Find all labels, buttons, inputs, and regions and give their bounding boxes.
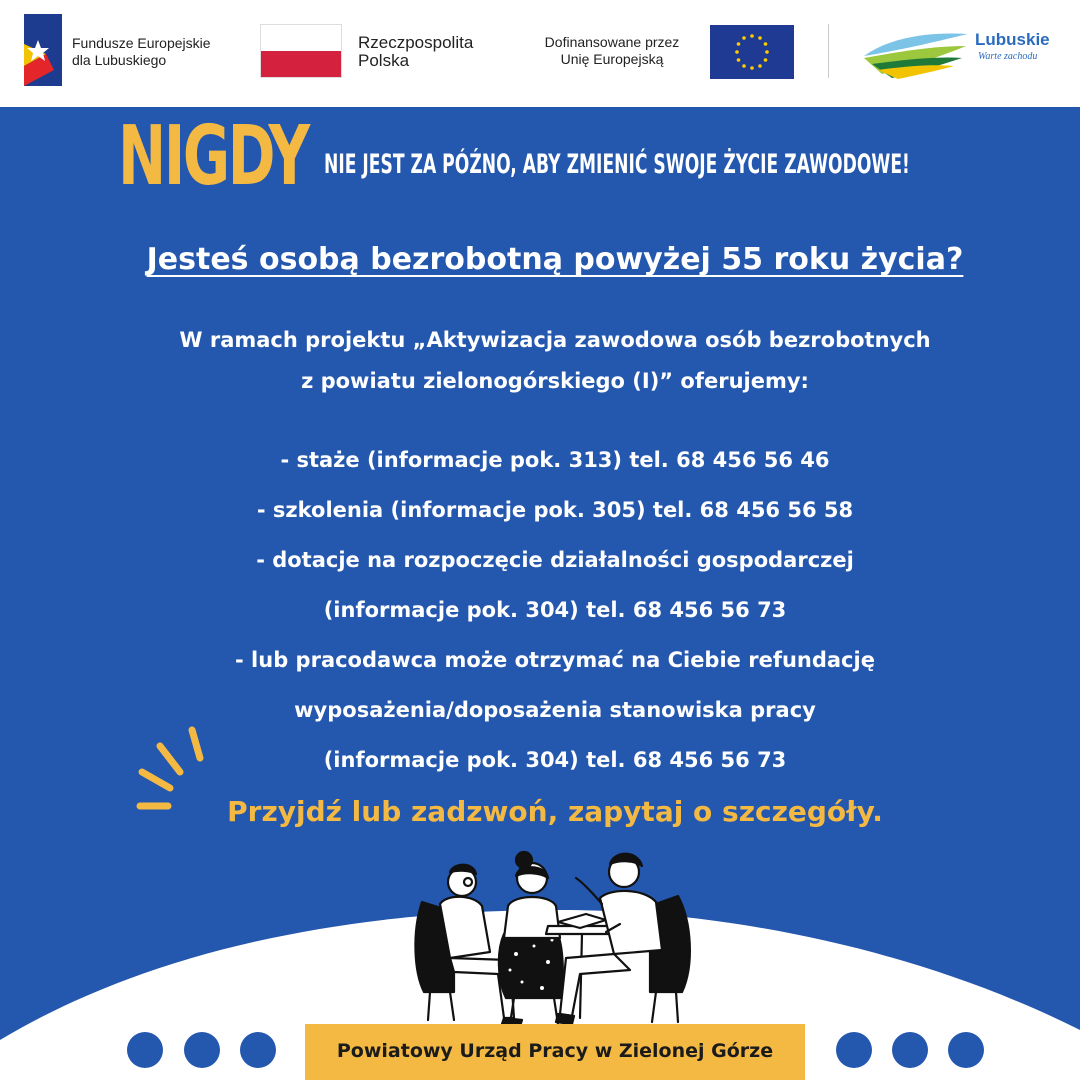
question-heading: Jesteś osobą bezrobotną powyżej 55 roku życia? bbox=[146, 242, 964, 277]
header-divider bbox=[828, 24, 829, 78]
decorative-dot bbox=[948, 1032, 984, 1068]
offer-line: - dotacje na rozpoczęcie działalności gospodarczej bbox=[256, 548, 854, 572]
fe-logo-line: Fundusze Europejskie bbox=[72, 35, 211, 51]
headline-rest: NIE JEST ZA PÓŹNO, ABY ZMIENIĆ SWOJE ŻYCIE ZAWODOWE! bbox=[324, 149, 910, 180]
rp-logo-text bbox=[358, 34, 473, 70]
offer-line: (informacje pok. 304) tel. 68 456 56 73 bbox=[323, 598, 787, 622]
rp-logo-line: Polska bbox=[358, 51, 410, 70]
headline-nigdy: NIGDY bbox=[118, 109, 308, 204]
offer-line: wyposażenia/doposażenia stanowiska pracy bbox=[294, 698, 816, 722]
call-to-action: Przyjdź lub zadzwoń, zapytaj o szczegóły. bbox=[227, 795, 883, 828]
footer-office-name: Powiatowy Urząd Pracy w Zielonej Górze bbox=[305, 1024, 805, 1080]
lubuskie-logo-icon bbox=[862, 26, 972, 80]
fundusze-europejskie-logo-icon bbox=[24, 14, 62, 86]
lubuskie-name: Lubuskie bbox=[975, 30, 1050, 49]
decorative-dot bbox=[240, 1032, 276, 1068]
lubuskie-tagline: Warte zachodu bbox=[978, 51, 1038, 62]
intro-line: z powiatu zielonogórskiego (I)” oferujemy: bbox=[301, 369, 809, 393]
fe-logo-text bbox=[72, 35, 211, 69]
offer-line: - lub pracodawca może otrzymać na Ciebie refundację bbox=[235, 648, 875, 672]
eu-logo-text bbox=[527, 34, 697, 68]
offer-line: - staże (informacje pok. 313) tel. 68 456 56 46 bbox=[280, 448, 830, 472]
eu-flag-icon bbox=[710, 25, 794, 79]
decorative-dot bbox=[184, 1032, 220, 1068]
offer-line: - szkolenia (informacje pok. 305) tel. 68 456 56 58 bbox=[256, 498, 854, 522]
eu-logo-line: Unię Europejską bbox=[560, 51, 664, 67]
people-meeting-illustration bbox=[410, 842, 710, 1032]
fe-logo-line: dla Lubuskiego bbox=[72, 52, 167, 68]
polish-flag-icon bbox=[260, 24, 342, 78]
decorative-dot bbox=[127, 1032, 163, 1068]
logo-bar bbox=[0, 0, 1080, 107]
eu-logo-line: Dofinansowane przez bbox=[544, 34, 680, 50]
decorative-dot bbox=[836, 1032, 872, 1068]
decorative-dot bbox=[892, 1032, 928, 1068]
rp-logo-line: Rzeczpospolita bbox=[358, 33, 474, 52]
intro-line: W ramach projektu „Aktywizacja zawodowa osób bezrobotnych bbox=[179, 328, 931, 352]
offer-line: (informacje pok. 304) tel. 68 456 56 73 bbox=[323, 748, 787, 772]
